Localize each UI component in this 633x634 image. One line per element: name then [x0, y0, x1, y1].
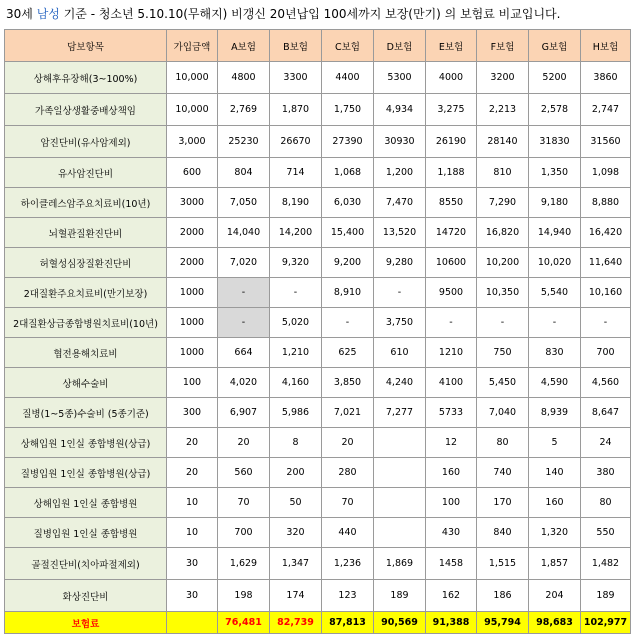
premium-cell: - — [581, 308, 631, 338]
premium-cell: 20 — [218, 428, 270, 458]
premium-cell: 4800 — [218, 62, 270, 94]
coverage-amount: 10,000 — [167, 94, 218, 126]
premium-cell: 10,020 — [529, 248, 581, 278]
coverage-item: 협전용해치료비 — [5, 338, 167, 368]
premium-cell: 1,857 — [529, 548, 581, 580]
premium-cell: 70 — [322, 488, 374, 518]
coverage-item: 허혈성심장질환진단비 — [5, 248, 167, 278]
total-premium: 82,739 — [270, 612, 322, 634]
premium-cell: 100 — [426, 488, 477, 518]
premium-cell: - — [322, 308, 374, 338]
total-premium: 95,794 — [477, 612, 529, 634]
premium-cell: 10,200 — [477, 248, 529, 278]
premium-cell: 9,200 — [322, 248, 374, 278]
table-row — [5, 62, 631, 94]
header-insurer: B보험 — [270, 30, 322, 62]
coverage-item: 뇌혈관질환진단비 — [5, 218, 167, 248]
premium-cell: 1,515 — [477, 548, 529, 580]
premium-cell: 14,040 — [218, 218, 270, 248]
premium-cell: 5,020 — [270, 308, 322, 338]
table-row — [5, 278, 631, 308]
table-row — [5, 308, 631, 338]
premium-cell: 7,290 — [477, 188, 529, 218]
premium-cell: 5200 — [529, 62, 581, 94]
premium-cell: 80 — [477, 428, 529, 458]
premium-cell: 3300 — [270, 62, 322, 94]
total-premium: 90,569 — [374, 612, 426, 634]
premium-cell: 1,236 — [322, 548, 374, 580]
premium-cell: 1,068 — [322, 158, 374, 188]
header-insurer: E보험 — [426, 30, 477, 62]
premium-cell: 160 — [426, 458, 477, 488]
premium-cell — [374, 458, 426, 488]
coverage-item: 골절진단비(치아파절제외) — [5, 548, 167, 580]
header-row — [5, 30, 631, 62]
premium-cell: 810 — [477, 158, 529, 188]
premium-cell: 123 — [322, 580, 374, 612]
premium-cell: 8,880 — [581, 188, 631, 218]
header-amount: 가입금액 — [167, 30, 218, 62]
total-premium: 91,388 — [426, 612, 477, 634]
premium-cell: 4,934 — [374, 94, 426, 126]
premium-cell: 24 — [581, 428, 631, 458]
premium-cell: 5,986 — [270, 398, 322, 428]
premium-cell: 26190 — [426, 126, 477, 158]
coverage-amount: 10 — [167, 488, 218, 518]
premium-cell: 70 — [218, 488, 270, 518]
premium-cell: 4000 — [426, 62, 477, 94]
coverage-amount: 2000 — [167, 218, 218, 248]
premium-cell: 2,769 — [218, 94, 270, 126]
premium-cell: 12 — [426, 428, 477, 458]
coverage-item: 상해입원 1인실 종합병원(상급) — [5, 428, 167, 458]
premium-cell: 430 — [426, 518, 477, 548]
total-row — [5, 612, 631, 634]
premium-cell: 7,020 — [218, 248, 270, 278]
coverage-item: 하이클레스암주요치료비(10년) — [5, 188, 167, 218]
table-row — [5, 158, 631, 188]
premium-cell: 162 — [426, 580, 477, 612]
premium-cell: 4400 — [322, 62, 374, 94]
premium-cell: 4,020 — [218, 368, 270, 398]
premium-cell: 6,030 — [322, 188, 374, 218]
coverage-amount: 20 — [167, 458, 218, 488]
premium-cell: 28140 — [477, 126, 529, 158]
coverage-item: 유사암진단비 — [5, 158, 167, 188]
premium-cell: 3,750 — [374, 308, 426, 338]
premium-cell: 160 — [529, 488, 581, 518]
premium-cell: 4100 — [426, 368, 477, 398]
premium-cell: 1,320 — [529, 518, 581, 548]
premium-cell: 50 — [270, 488, 322, 518]
premium-cell: 11,640 — [581, 248, 631, 278]
title-part2: 기준 - 청소년 5.10.10(무해지) 비갱신 20년납입 100세까지 보장(만기) 의 보험료 비교입니다. — [59, 7, 561, 21]
coverage-amount: 10 — [167, 518, 218, 548]
premium-cell: 80 — [581, 488, 631, 518]
premium-cell: 740 — [477, 458, 529, 488]
premium-cell: 189 — [581, 580, 631, 612]
coverage-item: 상해수술비 — [5, 368, 167, 398]
coverage-amount: 300 — [167, 398, 218, 428]
premium-cell: 5733 — [426, 398, 477, 428]
premium-cell: 3,275 — [426, 94, 477, 126]
premium-cell: 3200 — [477, 62, 529, 94]
table-row — [5, 458, 631, 488]
coverage-amount: 1000 — [167, 308, 218, 338]
premium-cell: 14,940 — [529, 218, 581, 248]
premium-cell: - — [218, 308, 270, 338]
coverage-amount: 600 — [167, 158, 218, 188]
premium-cell: 380 — [581, 458, 631, 488]
total-premium: 76,481 — [218, 612, 270, 634]
header-insurer: C보험 — [322, 30, 374, 62]
premium-cell: 9,180 — [529, 188, 581, 218]
premium-cell: 2,747 — [581, 94, 631, 126]
premium-cell: 7,470 — [374, 188, 426, 218]
premium-cell: 2,578 — [529, 94, 581, 126]
premium-cell — [374, 428, 426, 458]
coverage-amount: 20 — [167, 428, 218, 458]
premium-cell: 1210 — [426, 338, 477, 368]
table-row — [5, 94, 631, 126]
table-row — [5, 428, 631, 458]
premium-cell: 9,280 — [374, 248, 426, 278]
coverage-amount: 1000 — [167, 338, 218, 368]
premium-cell: - — [270, 278, 322, 308]
coverage-item: 질병입원 1인실 종합병원(상급) — [5, 458, 167, 488]
premium-cell: 8550 — [426, 188, 477, 218]
premium-cell: 16,420 — [581, 218, 631, 248]
premium-cell: - — [529, 308, 581, 338]
coverage-amount: 3,000 — [167, 126, 218, 158]
premium-cell: 714 — [270, 158, 322, 188]
premium-cell: 26670 — [270, 126, 322, 158]
coverage-item: 질병입원 1인실 종합병원 — [5, 518, 167, 548]
coverage-item: 2대질환주요치료비(만기보장) — [5, 278, 167, 308]
premium-cell: 440 — [322, 518, 374, 548]
page-title — [6, 3, 631, 25]
coverage-amount: 30 — [167, 548, 218, 580]
coverage-amount: 10,000 — [167, 62, 218, 94]
title-part1: 30세 — [6, 7, 37, 21]
premium-cell: 7,021 — [322, 398, 374, 428]
coverage-item: 질병(1~5종)수술비 (5종기준) — [5, 398, 167, 428]
total-label: 보험료 — [5, 612, 167, 634]
premium-cell: 1,188 — [426, 158, 477, 188]
premium-cell: 14720 — [426, 218, 477, 248]
premium-cell: 1,870 — [270, 94, 322, 126]
premium-cell: 1458 — [426, 548, 477, 580]
premium-cell: 5,450 — [477, 368, 529, 398]
premium-cell: 750 — [477, 338, 529, 368]
premium-cell: 830 — [529, 338, 581, 368]
premium-cell: 1,629 — [218, 548, 270, 580]
premium-cell: 1,210 — [270, 338, 322, 368]
premium-cell: 1,350 — [529, 158, 581, 188]
table-row — [5, 218, 631, 248]
premium-cell: 3,850 — [322, 368, 374, 398]
premium-cell: 5300 — [374, 62, 426, 94]
premium-cell: 15,400 — [322, 218, 374, 248]
premium-cell: 8,190 — [270, 188, 322, 218]
premium-cell: 27390 — [322, 126, 374, 158]
total-premium: 98,683 — [529, 612, 581, 634]
premium-cell: 25230 — [218, 126, 270, 158]
coverage-amount: 3000 — [167, 188, 218, 218]
coverage-item: 상해후유장해(3~100%) — [5, 62, 167, 94]
premium-cell: 1,347 — [270, 548, 322, 580]
table-row — [5, 248, 631, 278]
header-insurer: A보험 — [218, 30, 270, 62]
premium-cell: 31830 — [529, 126, 581, 158]
premium-cell: 7,050 — [218, 188, 270, 218]
table-row — [5, 518, 631, 548]
table-row — [5, 338, 631, 368]
premium-cell: 1,098 — [581, 158, 631, 188]
coverage-item: 가족일상생활중배상책임 — [5, 94, 167, 126]
premium-cell: 1,200 — [374, 158, 426, 188]
premium-cell: 550 — [581, 518, 631, 548]
table-row — [5, 580, 631, 612]
premium-cell: 13,520 — [374, 218, 426, 248]
premium-cell: 8,647 — [581, 398, 631, 428]
coverage-item: 암진단비(유사암제외) — [5, 126, 167, 158]
premium-cell: - — [477, 308, 529, 338]
premium-cell: 8 — [270, 428, 322, 458]
premium-cell: 140 — [529, 458, 581, 488]
table-row — [5, 398, 631, 428]
total-premium: 102,977 — [581, 612, 631, 634]
premium-cell: 560 — [218, 458, 270, 488]
premium-cell: 174 — [270, 580, 322, 612]
premium-cell: 1,869 — [374, 548, 426, 580]
title-highlight: 남성 — [36, 7, 60, 21]
premium-cell: 5,540 — [529, 278, 581, 308]
table-row — [5, 126, 631, 158]
premium-cell: 204 — [529, 580, 581, 612]
premium-cell: 30930 — [374, 126, 426, 158]
premium-cell: 4,590 — [529, 368, 581, 398]
premium-cell: 9500 — [426, 278, 477, 308]
premium-cell: 31560 — [581, 126, 631, 158]
premium-cell: 700 — [218, 518, 270, 548]
table-row — [5, 548, 631, 580]
premium-cell: 20 — [322, 428, 374, 458]
premium-cell: 189 — [374, 580, 426, 612]
premium-cell: 16,820 — [477, 218, 529, 248]
premium-cell: 2,213 — [477, 94, 529, 126]
premium-cell: 198 — [218, 580, 270, 612]
premium-cell: 610 — [374, 338, 426, 368]
premium-cell: 10600 — [426, 248, 477, 278]
coverage-amount: 1000 — [167, 278, 218, 308]
premium-cell: 10,350 — [477, 278, 529, 308]
premium-cell: 200 — [270, 458, 322, 488]
header-item: 담보항목 — [5, 30, 167, 62]
table-row — [5, 488, 631, 518]
total-premium — [167, 612, 218, 634]
premium-cell: - — [218, 278, 270, 308]
premium-cell: 8,939 — [529, 398, 581, 428]
header-insurer: F보험 — [477, 30, 529, 62]
coverage-item: 상해입원 1인실 종합병원 — [5, 488, 167, 518]
premium-cell: 4,160 — [270, 368, 322, 398]
premium-cell: 1,750 — [322, 94, 374, 126]
premium-cell: 14,200 — [270, 218, 322, 248]
premium-cell: 840 — [477, 518, 529, 548]
premium-cell: - — [426, 308, 477, 338]
table-row — [5, 188, 631, 218]
premium-cell: 320 — [270, 518, 322, 548]
premium-cell: 170 — [477, 488, 529, 518]
premium-cell: 4,560 — [581, 368, 631, 398]
coverage-item: 2대질환상급종합병원치료비(10년) — [5, 308, 167, 338]
table-row — [5, 368, 631, 398]
coverage-item: 화상진단비 — [5, 580, 167, 612]
premium-cell — [374, 518, 426, 548]
premium-cell: 664 — [218, 338, 270, 368]
coverage-amount: 30 — [167, 580, 218, 612]
premium-cell: 625 — [322, 338, 374, 368]
total-premium: 87,813 — [322, 612, 374, 634]
header-insurer: D보험 — [374, 30, 426, 62]
premium-cell — [374, 488, 426, 518]
premium-cell: 6,907 — [218, 398, 270, 428]
premium-cell: 7,277 — [374, 398, 426, 428]
premium-cell: 1,482 — [581, 548, 631, 580]
premium-cell: 7,040 — [477, 398, 529, 428]
coverage-amount: 100 — [167, 368, 218, 398]
premium-cell: 186 — [477, 580, 529, 612]
premium-cell: - — [374, 278, 426, 308]
premium-cell: 9,320 — [270, 248, 322, 278]
insurance-comparison-table — [4, 29, 631, 634]
premium-cell: 8,910 — [322, 278, 374, 308]
premium-cell: 10,160 — [581, 278, 631, 308]
premium-cell: 3860 — [581, 62, 631, 94]
header-insurer: G보험 — [529, 30, 581, 62]
premium-cell: 4,240 — [374, 368, 426, 398]
header-insurer: H보험 — [581, 30, 631, 62]
premium-cell: 700 — [581, 338, 631, 368]
premium-cell: 5 — [529, 428, 581, 458]
coverage-amount: 2000 — [167, 248, 218, 278]
premium-cell: 280 — [322, 458, 374, 488]
premium-cell: 804 — [218, 158, 270, 188]
